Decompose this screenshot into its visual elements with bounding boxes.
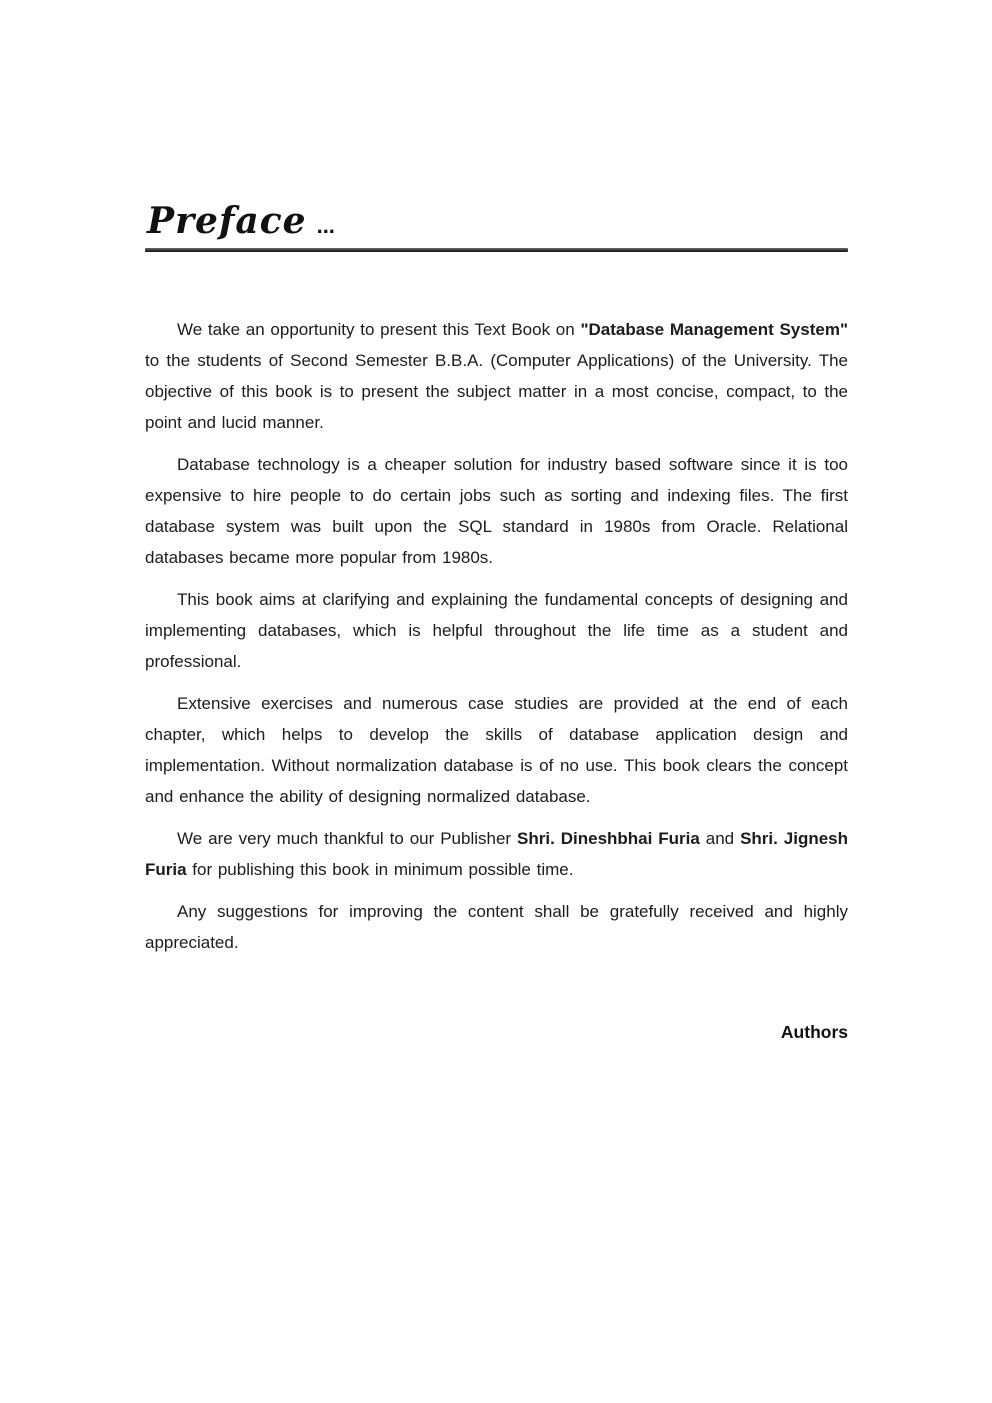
emphasized-text: Shri. Jignesh Furia	[145, 829, 849, 879]
paragraph	[145, 688, 848, 812]
text-run: to the students of Second Semester B.B.A. (Computer Applications) of the University. The objective of this book is to present the subject matter in a most concise, compact, to the point and lucid manner.	[145, 351, 848, 432]
preface-body	[145, 314, 848, 958]
paragraph	[145, 314, 848, 438]
paragraph	[145, 584, 848, 677]
paragraph	[145, 896, 848, 958]
emphasized-text: "Database Management System"	[580, 320, 849, 339]
preface-page	[145, 200, 848, 1043]
text-run: Any suggestions for improving the content shall be gratefully received and highly appreciated.	[145, 902, 848, 952]
page-heading	[145, 200, 848, 242]
text-run: and	[699, 829, 741, 848]
text-run: Database technology is a cheaper solution for industry based software since it is too expensive to hire people to do certain jobs such as sorting and indexing files. The first database system was built upon the SQL standard in 1980s from Oracle. Relational databases became more popular from 1980s.	[145, 455, 848, 567]
paragraph	[145, 823, 848, 885]
preface-title-dots: ...	[316, 213, 335, 238]
text-run: Extensive exercises and numerous case studies are provided at the end of each chapter, which helps to develop the skills of database application design and implementation. Without normalization database is of no use. This book clears the concept and enhance the ability of designing normalized database.	[145, 694, 848, 806]
text-run: for publishing this book in minimum possible time.	[186, 860, 574, 879]
text-run: We are very much thankful to our Publisher	[177, 829, 518, 848]
heading-divider	[145, 248, 848, 252]
emphasized-text: Shri. Dineshbhai Furia	[517, 829, 700, 848]
preface-title: Preface	[147, 200, 307, 242]
authors-signature: Authors	[780, 1022, 848, 1042]
text-run: This book aims at clarifying and explaining the fundamental concepts of designing and implementing databases, which is helpful throughout the life time as a student and professional.	[145, 590, 848, 671]
paragraph	[145, 449, 848, 573]
text-run: We take an opportunity to present this Text Book on	[177, 320, 581, 339]
